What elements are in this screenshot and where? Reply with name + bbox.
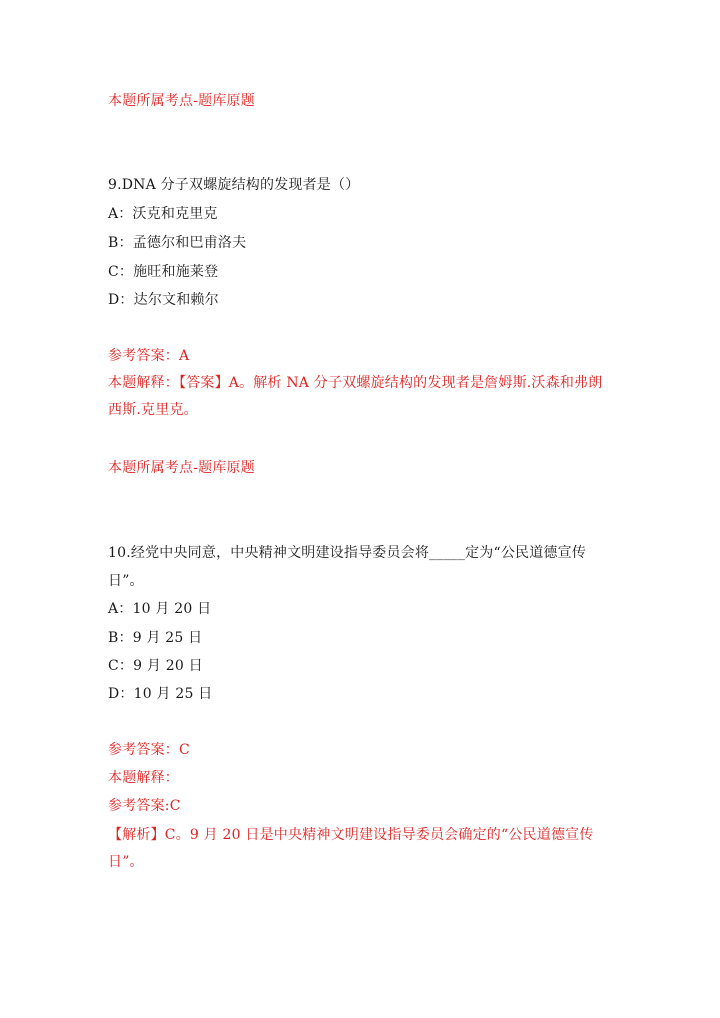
- question-9-explanation: 本题解释：【答案】A。解析 NA 分子双螺旋结构的发现者是詹姆斯.沃森和弗朗: [108, 375, 603, 391]
- question-10-answer-repeat: 参考答案:C: [108, 798, 181, 814]
- question-10-analysis-cont: 日”。: [108, 854, 144, 870]
- question-10-option-d: D：10 月 25 日: [108, 686, 213, 702]
- question-9-option-a: A：沃克和克里克: [108, 206, 218, 222]
- question-10-stem: 10.经党中央同意，中央精神文明建设指导委员会将_____定为“公民道德宣传: [108, 545, 587, 561]
- question-9-option-c: C：施旺和施莱登: [108, 264, 219, 280]
- topic-note: 本题所属考点-题库原题: [108, 460, 255, 476]
- question-10-analysis: 【解析】C。9 月 20 日是中央精神文明建设指导委员会确定的“公民道德宣传: [108, 827, 594, 843]
- question-9-option-b: B：孟德尔和巴甫洛夫: [108, 235, 247, 251]
- question-10-option-b: B：9 月 25 日: [108, 630, 203, 646]
- question-9-explanation-cont: 西斯.克里克。: [108, 402, 198, 418]
- question-10-option-a: A：10 月 20 日: [108, 601, 212, 617]
- question-9-answer: 参考答案：A: [108, 348, 190, 364]
- question-9-option-d: D：达尔文和赖尔: [108, 292, 219, 308]
- topic-note: 本题所属考点-题库原题: [108, 93, 255, 109]
- question-10-option-c: C：9 月 20 日: [108, 658, 203, 674]
- question-10-stem-cont: 日”。: [108, 573, 144, 589]
- question-9-stem: 9.DNA 分子双螺旋结构的发现者是（）: [108, 177, 360, 193]
- question-10-answer: 参考答案：C: [108, 742, 190, 758]
- question-10-explanation-label: 本题解释：: [108, 770, 179, 786]
